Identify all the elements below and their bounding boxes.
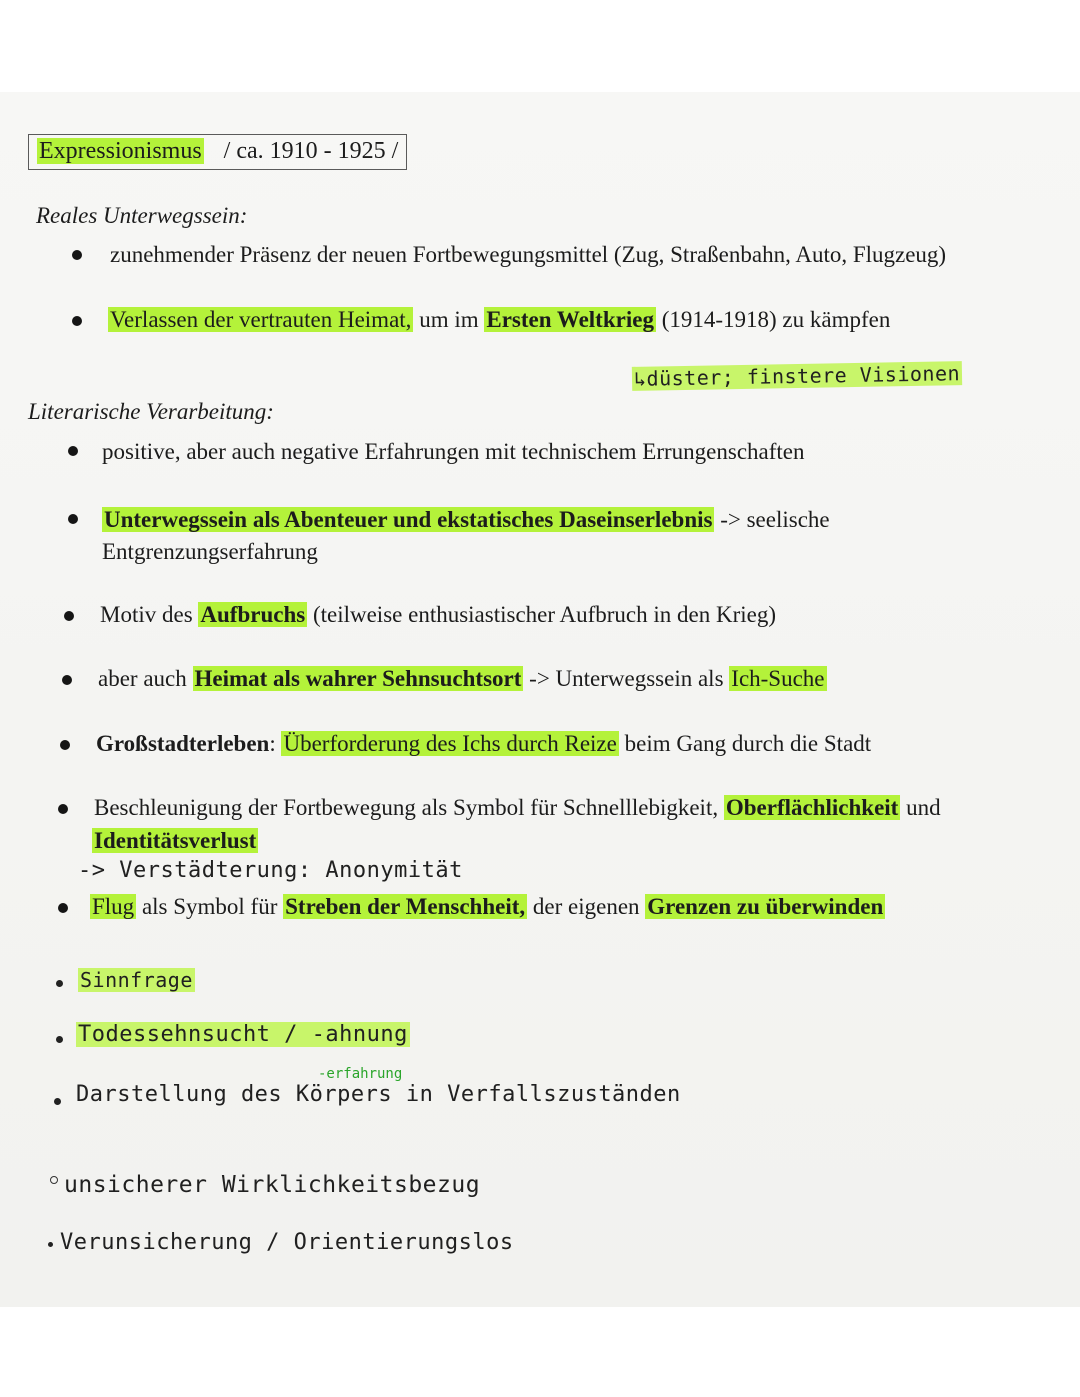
bullet [68,514,78,524]
highlight: Verlassen der vertrauten Heimat, [110,307,412,332]
handwritten-text: Todessehnsucht / -ahnung [78,1022,408,1047]
section-heading-literary: Literarische Verarbeitung: [28,399,274,424]
bullet [60,740,70,750]
highlight: Flug [92,894,135,919]
handwritten-bullet [48,1242,53,1247]
highlight: Oberflächlichkeit [725,795,899,820]
list-item: positive, aber auch negative Erfahrungen mit technischem Errungenschaften [102,439,805,464]
list-item-continued: Entgrenzungserfahrung [102,539,318,564]
highlight: Streben der Menschheit, [285,894,526,919]
bullet [58,804,68,814]
handwritten-bullet [56,1036,63,1043]
text: aber auch [98,666,193,691]
list-item [100,602,776,628]
text: beim Gang durch die Stadt [618,731,872,756]
list-item [102,507,830,533]
bold-text: Großstadterleben [96,731,270,756]
handwritten-note-urbanization: -> Verstädterung: Anonymität [78,858,463,883]
handwritten-insertion: -erfahrung [318,1066,403,1082]
highlight: Ich-Suche [731,666,825,691]
list-item [90,894,885,920]
text: Motiv des [100,602,199,627]
highlight: Ersten Weltkrieg [486,307,654,332]
bullet [62,675,72,685]
text: -> Unterwegssein als [523,666,730,691]
handwritten-item: Darstellung des Körpers in Verfallszuständen [76,1082,681,1107]
bullet [58,903,68,913]
handwritten-bullet [56,980,63,987]
handwritten-text: Sinnfrage [80,968,193,992]
handwritten-item [76,1022,410,1047]
bullet [64,611,74,621]
text: (teilweise enthusiastischer Aufbruch in den Krieg) [307,602,777,627]
text: -> seelische [714,507,830,532]
handwritten-text: ↳düster; finstere Visionen [633,361,961,391]
bullet [72,250,82,260]
section-heading-real-travel: Reales Unterwegssein: [36,203,248,228]
highlight: Unterwegssein als Abenteuer und ekstatisches Daseinserlebnis [104,507,713,532]
topic-period: / ca. 1910 - 1925 / [223,138,399,164]
bullet [68,446,78,456]
list-item [108,307,890,333]
text: Beschleunigung der Fortbewegung als Symbol für Schnelllebigkeit, [94,795,724,820]
handwritten-bullet [50,1176,58,1184]
handwritten-item [78,968,195,992]
topic-title-box [28,134,407,170]
highlight: Identitätsverlust [94,828,257,853]
topic-title: Expressionismus [39,138,202,164]
text: (1914-1918) zu kämpfen [655,307,891,332]
paper-sheet [0,92,1080,1307]
text: und [900,795,941,820]
highlight: Aufbruchs [200,602,306,627]
bullet [72,316,82,326]
text: : [269,731,282,756]
highlight: Heimat als wahrer Sehnsuchtsort [194,666,522,691]
text: als Symbol für [136,894,284,919]
list-item-continued [92,828,258,854]
text: der eigenen [527,894,646,919]
list-item [94,795,941,821]
highlight: Überforderung des Ichs durch Reize [283,731,617,756]
handwritten-item: unsicherer Wirklichkeitsbezug [64,1172,481,1198]
list-item [98,666,827,692]
list-item: zunehmender Präsenz der neuen Fortbewegungsmittel (Zug, Straßenbahn, Auto, Flugzeug) [110,242,947,267]
handwritten-bullet [54,1098,61,1105]
handwritten-item: Verunsicherung / Orientierungslos [60,1230,514,1255]
list-item [96,731,871,757]
highlight: Grenzen zu überwinden [647,894,884,919]
text: um im [413,307,485,332]
